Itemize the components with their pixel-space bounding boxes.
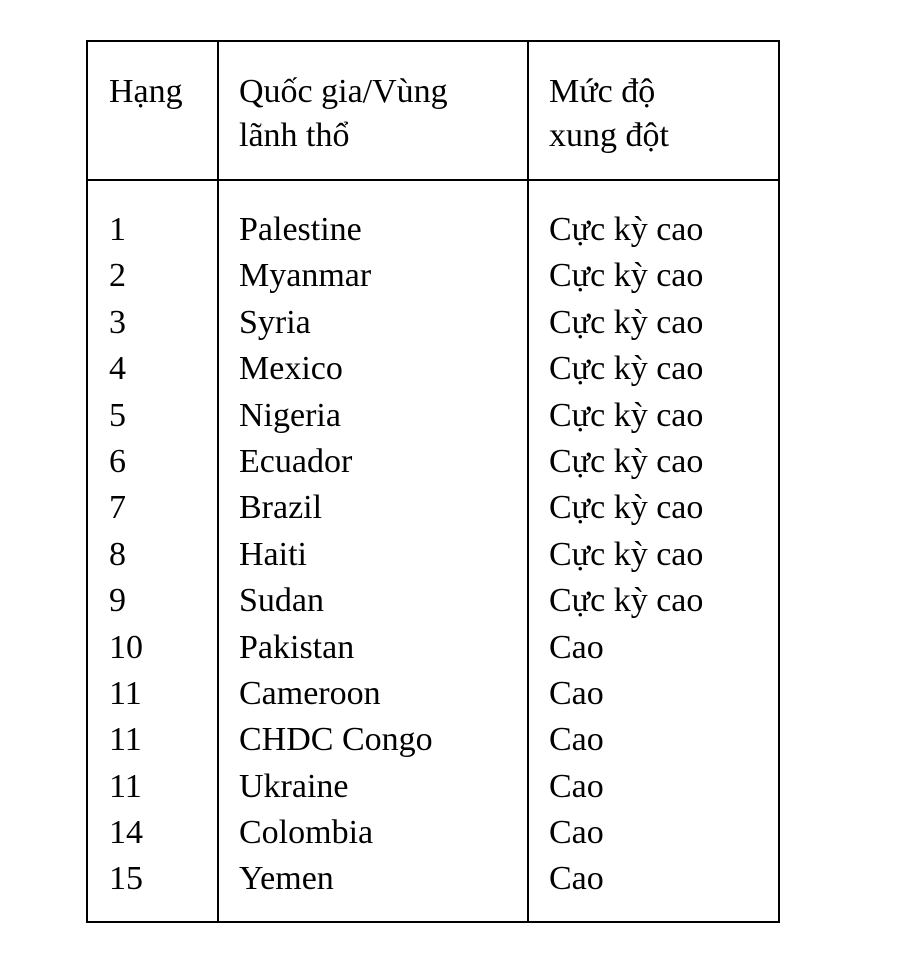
header-level [549, 70, 669, 158]
country-cell: Yemen [239, 860, 334, 898]
level-cell: Cực kỳ cao [549, 303, 704, 341]
country-cell: Nigeria [239, 396, 341, 434]
rank-cell: 5 [109, 396, 126, 434]
level-cell: Cực kỳ cao [549, 442, 704, 480]
country-column [239, 207, 433, 903]
rank-cell: 6 [109, 442, 126, 480]
rank-cell: 2 [109, 257, 126, 295]
country-cell: Pakistan [239, 628, 355, 666]
rank-cell: 15 [109, 860, 143, 898]
level-cell: Cực kỳ cao [549, 211, 704, 248]
level-column [549, 207, 703, 903]
level-cell: Cao [549, 767, 604, 805]
rank-cell: 7 [109, 489, 126, 527]
level-cell: Cực kỳ cao [549, 350, 704, 388]
level-cell: Cao [549, 674, 604, 712]
country-cell: Mexico [239, 350, 343, 388]
country-cell: Cameroon [239, 674, 381, 712]
country-cell: Palestine [239, 211, 362, 248]
level-cell: Cao [549, 814, 604, 852]
rank-column [109, 207, 143, 903]
rank-cell: 11 [109, 721, 142, 759]
header-rank-line: Hạng [109, 73, 183, 110]
level-cell: Cao [549, 860, 604, 898]
header-level-line: Mức độ [549, 73, 656, 110]
rank-cell: 14 [109, 814, 143, 852]
header-level-line: xung đột [549, 117, 669, 154]
country-cell: CHDC Congo [239, 721, 433, 759]
country-cell: Ecuador [239, 442, 353, 480]
country-cell: Brazil [239, 489, 323, 527]
level-cell: Cao [549, 628, 604, 666]
country-cell: Ukraine [239, 767, 349, 805]
country-cell: Syria [239, 303, 311, 341]
header-country [239, 70, 448, 158]
country-cell: Myanmar [239, 257, 372, 295]
level-cell: Cực kỳ cao [549, 582, 704, 620]
rank-cell: 11 [109, 674, 142, 712]
level-cell: Cực kỳ cao [549, 257, 704, 295]
country-cell: Haiti [239, 535, 307, 573]
column-divider [217, 42, 219, 921]
level-cell: Cực kỳ cao [549, 489, 704, 527]
rank-cell: 8 [109, 535, 126, 573]
column-divider [527, 42, 529, 921]
header-rank [109, 70, 183, 114]
rank-cell: 4 [109, 350, 126, 388]
country-cell: Sudan [239, 582, 324, 620]
header-divider [88, 179, 778, 181]
rank-cell: 1 [109, 211, 126, 248]
header-country-line: lãnh thổ [239, 117, 350, 154]
rank-cell: 10 [109, 628, 143, 666]
conflict-ranking-table [86, 40, 780, 923]
level-cell: Cao [549, 721, 604, 759]
country-cell: Colombia [239, 814, 374, 852]
rank-cell: 3 [109, 303, 126, 341]
header-country-line: Quốc gia/Vùng [239, 73, 448, 110]
rank-cell: 9 [109, 582, 126, 620]
level-cell: Cực kỳ cao [549, 535, 704, 573]
level-cell: Cực kỳ cao [549, 396, 704, 434]
rank-cell: 11 [109, 767, 142, 805]
